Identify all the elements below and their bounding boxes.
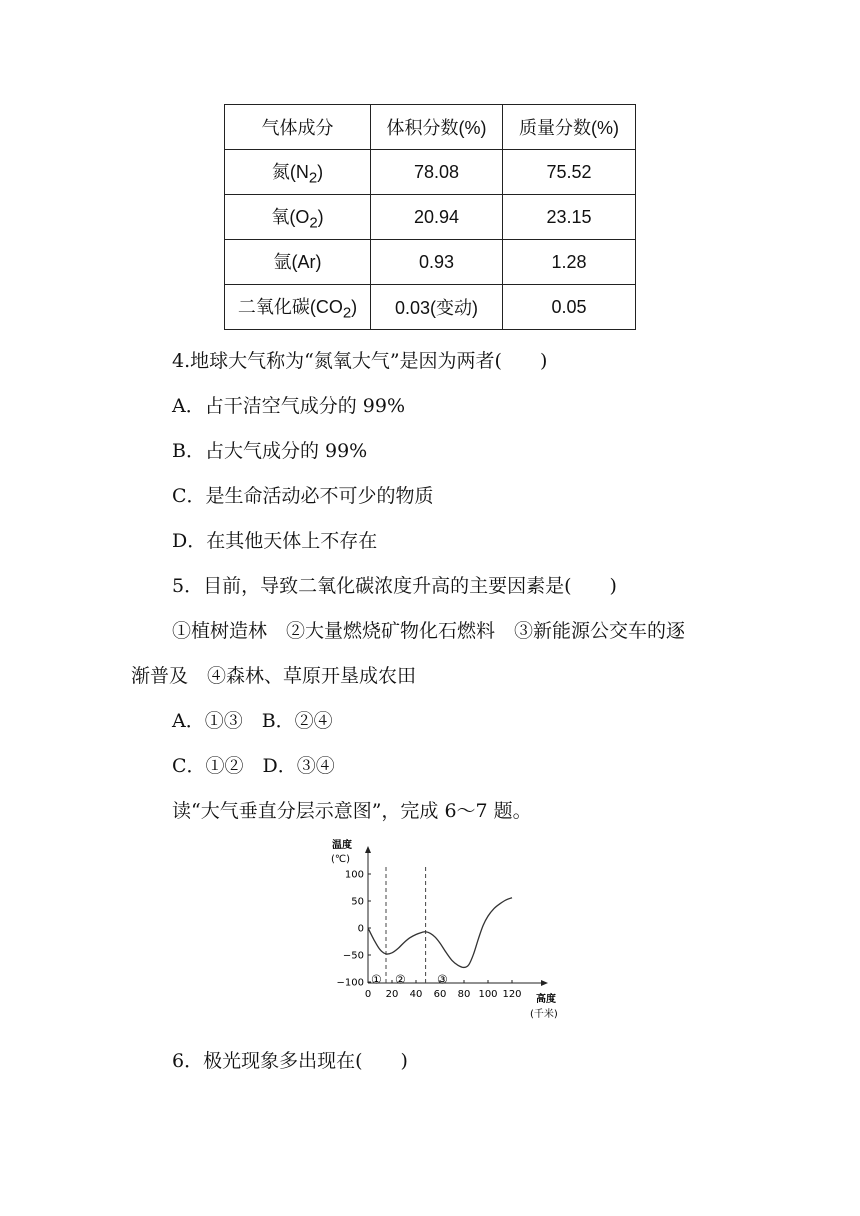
question-4-option-c[interactable]: C．是生命活动必不可少的物质 xyxy=(172,485,434,507)
gas-name: 氮(N xyxy=(271,161,309,182)
volume-cell: 0.93 xyxy=(371,240,503,285)
temperature-curve xyxy=(368,898,512,968)
question-4-option-b[interactable]: B．占大气成分的 99% xyxy=(172,440,368,462)
gas-subscript: 2 xyxy=(309,214,318,232)
x-tick-label: 60 xyxy=(433,989,447,1000)
x-tick-label: 20 xyxy=(385,989,399,1000)
question-4-option-d[interactable]: D．在其他天体上不存在 xyxy=(172,530,378,552)
y-tick-label: 50 xyxy=(351,896,364,908)
question-5-choices-line2: 渐普及 ④森林、草原开垦成农田 xyxy=(131,665,417,687)
y-tick-label: −50 xyxy=(342,950,364,962)
x-tick-label: 120 xyxy=(502,989,522,1000)
question-6-stem: 6．极光现象多出现在( ) xyxy=(172,1050,408,1072)
atmosphere-layer-chart xyxy=(330,834,580,1024)
gas-name-suffix: ) xyxy=(351,296,358,317)
gas-name-cell xyxy=(225,285,371,330)
y-axis-title: 温度 xyxy=(332,840,352,851)
mass-cell: 0.05 xyxy=(503,285,636,330)
mass-cell: 75.52 xyxy=(503,150,636,195)
question-5-choices-line1: ①植树造林 ②大量燃烧矿物化石燃料 ③新能源公交车的逐 xyxy=(172,620,686,642)
gas-name: 氧(O xyxy=(271,206,310,227)
question-5-options-ab[interactable]: A．①③ B．②④ xyxy=(172,710,333,732)
y-axis-arrow xyxy=(365,846,371,853)
question-4-option-a[interactable]: A．占干洁空气成分的 99% xyxy=(172,395,405,417)
x-axis-title: 高度 xyxy=(536,994,556,1005)
layer-label: ③ xyxy=(437,972,448,987)
layer-label: ① xyxy=(371,972,382,987)
gas-name-cell xyxy=(225,150,371,195)
table-header-cell: 质量分数(%) xyxy=(503,105,636,150)
chart-ticks xyxy=(337,870,522,1001)
x-tick-label: 80 xyxy=(457,989,471,1000)
table-row xyxy=(225,285,636,330)
question-5-options-cd[interactable]: C．①② D．③④ xyxy=(172,755,335,777)
question-5-stem: 5．目前，导致二氧化碳浓度升高的主要因素是( ) xyxy=(172,575,617,597)
table-row xyxy=(225,150,636,195)
table-row xyxy=(225,195,636,240)
table-header-cell: 体积分数(%) xyxy=(371,105,503,150)
question-4-stem: 4.地球大气称为“氮氧大气”是因为两者( ) xyxy=(172,350,548,372)
gas-name-cell xyxy=(225,240,371,285)
volume-cell: 78.08 xyxy=(371,150,503,195)
gas-subscript: 2 xyxy=(308,169,318,187)
chart-series xyxy=(368,898,512,968)
y-axis-unit: (℃) xyxy=(331,854,351,865)
table-row xyxy=(225,240,636,285)
y-tick-label: −100 xyxy=(336,977,364,989)
x-tick-label: 100 xyxy=(478,989,498,1000)
chart-svg xyxy=(330,834,580,1024)
volume-cell: 20.94 xyxy=(371,195,503,240)
gas-subscript: 2 xyxy=(342,304,352,322)
table-header-cell: 气体成分 xyxy=(225,105,371,150)
table-header-row xyxy=(225,105,636,150)
gas-name: 氩(Ar) xyxy=(273,251,322,272)
gas-name-cell xyxy=(225,195,371,240)
x-tick-label: 0 xyxy=(364,989,372,1000)
y-tick-label: 100 xyxy=(344,869,364,881)
x-tick-label: 40 xyxy=(409,989,423,1000)
gas-name: 二氧化碳(CO xyxy=(237,296,343,317)
chart-layer-boundaries xyxy=(386,867,426,983)
x-axis-arrow xyxy=(541,980,548,986)
chart-intro: 读“大气垂直分层示意图”，完成 6～7 题。 xyxy=(172,800,532,822)
volume-cell: 0.03(变动) xyxy=(371,285,503,330)
y-tick-label: 0 xyxy=(357,923,364,935)
mass-cell: 23.15 xyxy=(503,195,636,240)
layer-label: ② xyxy=(395,972,406,987)
mass-cell: 1.28 xyxy=(503,240,636,285)
x-axis-unit: (千米) xyxy=(530,1009,558,1020)
gas-composition-table xyxy=(224,104,636,330)
gas-name-suffix: ) xyxy=(317,161,324,182)
gas-name-suffix: ) xyxy=(317,206,324,227)
